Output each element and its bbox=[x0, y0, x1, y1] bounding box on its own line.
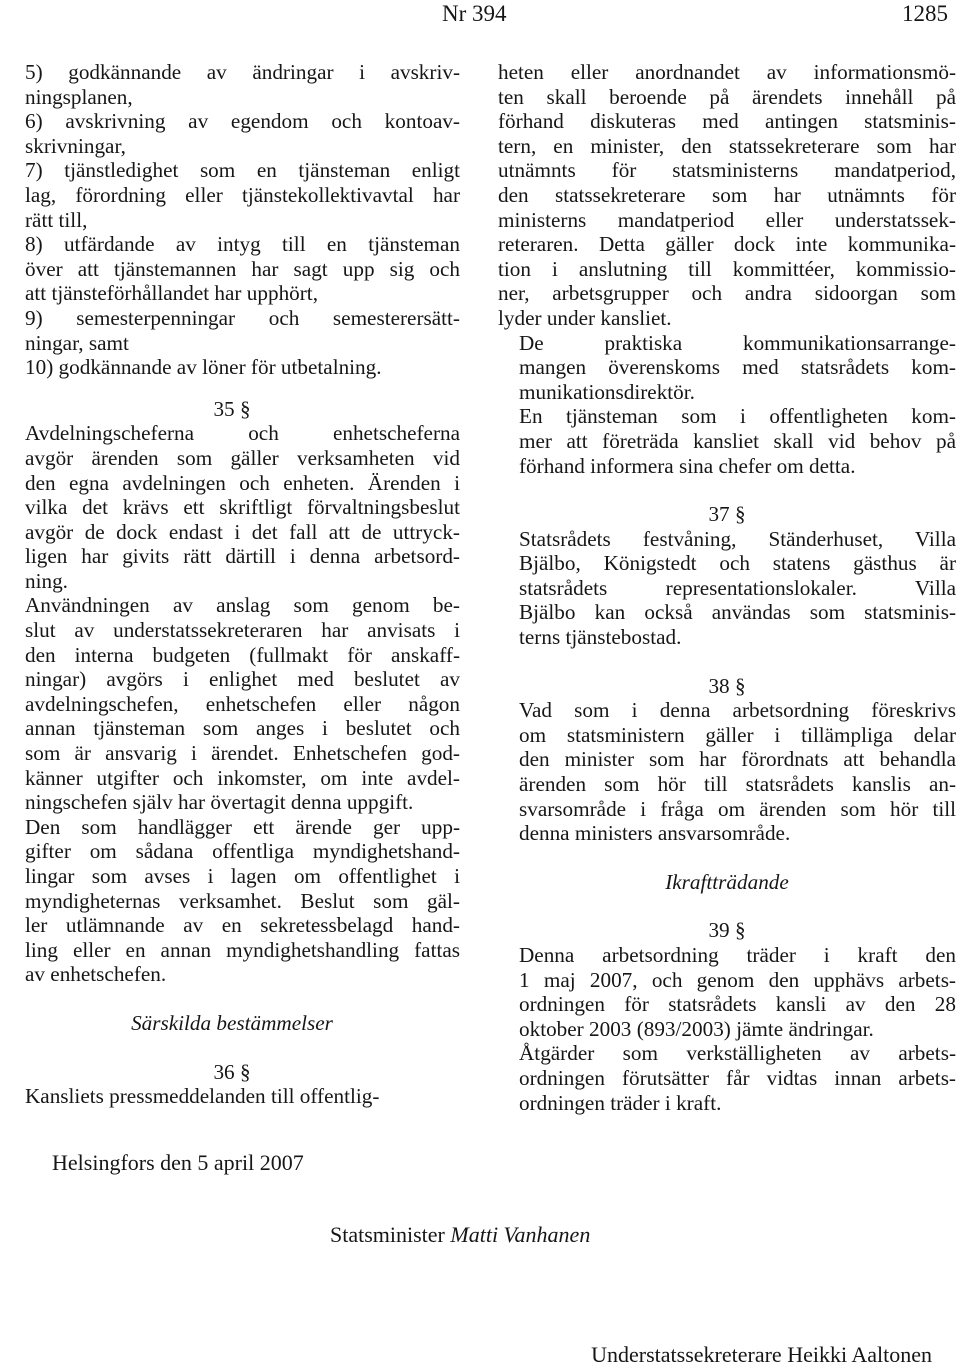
text-line: Den som handlägger ett ärende ger upp- bbox=[25, 814, 460, 839]
text-line: ler utlämnande av en sekretessbelagd hand- bbox=[25, 913, 460, 938]
text-line: En tjänsteman som i offentligheten kom- bbox=[519, 404, 956, 429]
text-line: ordningen för statsrådets kansli av den 28 bbox=[519, 992, 956, 1017]
text-line: Statsrådets festvåning, Ständerhuset, Villa bbox=[519, 526, 956, 551]
text-line: ordningen förutsätter får vidtas innan arbets- bbox=[519, 1065, 956, 1090]
place-and-date: Helsingfors den 5 april 2007 bbox=[52, 1150, 304, 1175]
text-line: annan tjänsteman som anges i beslutet och bbox=[25, 716, 460, 741]
item-10 bbox=[4, 355, 460, 380]
text-line: Vad som i denna arbetsordning föreskrivs bbox=[519, 698, 956, 723]
section-36-paragraph-1-start bbox=[4, 1084, 460, 1109]
text-line: att tjänsteförhållandet har upphört, bbox=[25, 281, 318, 306]
text-line: känner utgifter och inkomster, om inte avdel- bbox=[25, 765, 460, 790]
section-37-heading: 37 § bbox=[708, 502, 746, 527]
section-36-paragraph-1-continued bbox=[498, 60, 956, 331]
text-line: lingar som avses i lagen om offentlighet i bbox=[25, 864, 460, 888]
text-line: den minister som har förordnats att behandla bbox=[519, 747, 956, 772]
text-line: denna ministers ansvarsområde. bbox=[519, 821, 791, 846]
text-line: vilka det krävs ett skriftligt förvaltningsbeslut bbox=[25, 495, 460, 520]
section-39-paragraph-2 bbox=[498, 1041, 956, 1115]
text-line: 8) utfärdande av intyg till en tjänsteman bbox=[25, 232, 460, 257]
text-line: förhand informera sina chefer om detta. bbox=[519, 453, 856, 478]
text-line: slut av understatssekreteraren har anvisats i bbox=[25, 618, 460, 643]
text-line: oktober 2003 (893/2003) jämte ändringar. bbox=[519, 1016, 874, 1041]
text-line: mangen överenskoms med statsrådets kom- bbox=[519, 355, 956, 380]
text-line: den statssekreterare som har utnämnts för bbox=[498, 182, 956, 207]
text-line: Användningen av anslag som genom be- bbox=[25, 593, 460, 618]
text-line: ningschefen själv har övertagit denna uppgift. bbox=[25, 790, 414, 815]
section-35-heading: 35 § bbox=[213, 396, 251, 421]
text-line: som är ansvarig i ärendet. Enhetschefen god- bbox=[25, 741, 460, 766]
text-line: munikationsdirektör. bbox=[519, 379, 695, 404]
text-line: utnämnts för statsministerns mandatperiod, bbox=[498, 158, 956, 183]
text-line: ligen har givits rätt därtill i denna arbetsord- bbox=[25, 544, 460, 569]
text-line: ning. bbox=[25, 568, 68, 593]
text-line: 1 maj 2007, och genom den upphävs arbets- bbox=[519, 967, 956, 992]
section-36-paragraph-2 bbox=[498, 331, 956, 405]
text-line: lyder under kansliet. bbox=[498, 305, 672, 330]
left-column bbox=[4, 60, 460, 1109]
text-line: ordningen träder i kraft. bbox=[519, 1090, 722, 1115]
text-line: mer att företräda kansliet skall vid behov på bbox=[519, 428, 956, 453]
text-line: Bjälbo kan också användas som statsminis- bbox=[519, 600, 956, 625]
text-line: reteraren. Detta gäller dock inte kommunika- bbox=[498, 232, 956, 257]
item-6 bbox=[4, 109, 460, 158]
text-line: ministerns mandatperiod eller understatssek- bbox=[498, 207, 956, 232]
entry-into-force-heading: Ikraftträdande bbox=[665, 869, 789, 894]
text-line: 6) avskrivning av egendom och kontoav- bbox=[25, 109, 460, 134]
text-line: den egna avdelningen och enheten. Ärenden i bbox=[25, 470, 460, 495]
text-line: Åtgärder som verkställigheten av arbets- bbox=[519, 1041, 956, 1066]
item-9 bbox=[4, 306, 460, 355]
text-line: förhand diskuteras med antingen statsminis- bbox=[498, 109, 956, 134]
text-line: svarsområde i fråga om ärenden som hör till bbox=[519, 796, 956, 821]
text-line: den interna budgeten (fullmakt för anskaff- bbox=[25, 642, 460, 667]
page-number: 1285 bbox=[902, 1, 948, 26]
text-line: av enhetschefen. bbox=[25, 962, 167, 987]
undersecretary-signature: Understatssekreterare Heikki Aaltonen bbox=[591, 1342, 932, 1367]
text-line: terns tjänstebostad. bbox=[519, 625, 682, 650]
text-line: skrivningar, bbox=[25, 133, 126, 158]
text-line: 9) semesterpenningar och semesterersätt- bbox=[25, 305, 460, 330]
section-35-paragraph-3 bbox=[4, 815, 460, 987]
text-line: avgör de dock endast i det fall att de uttryck- bbox=[25, 519, 460, 544]
text-line: ärenden som hör till statsrådets kanslis an- bbox=[519, 772, 956, 797]
right-column bbox=[498, 60, 956, 1115]
text-line: Avdelningscheferna och enhetscheferna bbox=[25, 421, 460, 446]
text-line: Bjälbo, Königstedt och statens gästhus är bbox=[519, 551, 956, 576]
text-line: 7) tjänstledighet som en tjänsteman enligt bbox=[25, 158, 460, 183]
section-38-heading: 38 § bbox=[708, 673, 746, 698]
text-line: tern, en minister, den statssekreterare som har bbox=[498, 133, 956, 158]
text-line: avgör ärenden som gäller verksamheten vid bbox=[25, 445, 460, 470]
prime-minister-signature bbox=[330, 1221, 590, 1249]
section-36-heading: 36 § bbox=[213, 1059, 251, 1084]
item-7 bbox=[4, 158, 460, 232]
section-35-paragraph-2 bbox=[4, 593, 460, 814]
item-5 bbox=[4, 60, 460, 109]
section-39-heading: 39 § bbox=[708, 918, 746, 943]
text-line: ningar, samt bbox=[25, 330, 129, 355]
text-line: gifter om sådana offentliga myndighetshand- bbox=[25, 839, 460, 864]
text-line: ner, arbetsgrupper och andra sidoorgan som bbox=[498, 281, 956, 306]
section-38-paragraph-1 bbox=[498, 698, 956, 846]
text-line: 10) godkännande av löner för utbetalning. bbox=[25, 355, 382, 380]
text-line: ling eller en annan myndighetshandling fattas bbox=[25, 937, 460, 962]
text-line: 5) godkännande av ändringar i avskriv- bbox=[25, 60, 460, 84]
section-37-paragraph-1 bbox=[498, 527, 956, 650]
section-36-paragraph-3 bbox=[498, 404, 956, 478]
text-line: heten eller anordnandet av informationsmö- bbox=[498, 60, 956, 84]
section-39-paragraph-1 bbox=[498, 943, 956, 1041]
text-line: lag, förordning eller tjänstekollektivavtal har bbox=[25, 182, 460, 207]
text-line: De praktiska kommunikationsarrange- bbox=[519, 330, 956, 355]
text-line: tion i anslutning till kommittéer, kommissio- bbox=[498, 256, 956, 281]
text-line: om statsministern gäller i tillämpliga delar bbox=[519, 722, 956, 747]
prime-minister-title: Statsminister bbox=[330, 1222, 445, 1247]
text-line: ningar) avgörs i enlighet med beslutet av bbox=[25, 667, 460, 692]
text-line: avdelningschefen, enhetschefen eller någon bbox=[25, 691, 460, 716]
item-8 bbox=[4, 232, 460, 306]
text-line: Kansliets pressmeddelanden till offentlig- bbox=[25, 1084, 380, 1109]
text-line: över att tjänstemannen har sagt upp sig och bbox=[25, 256, 460, 281]
text-line: myndigheternas verksamhet. Beslut som gäl- bbox=[25, 888, 460, 913]
special-provisions-heading: Särskilda bestämmelser bbox=[131, 1010, 333, 1035]
text-line: ten skall beroende på ärendets innehåll på bbox=[498, 84, 956, 109]
text-line: ningsplanen, bbox=[25, 84, 133, 109]
doc-number: Nr 394 bbox=[442, 1, 507, 26]
section-35-paragraph-1 bbox=[4, 421, 460, 593]
prime-minister-name: Matti Vanhanen bbox=[450, 1222, 591, 1247]
text-line: rätt till, bbox=[25, 207, 88, 232]
text-line: Denna arbetsordning träder i kraft den bbox=[519, 943, 956, 967]
text-line: statsrådets representationslokaler. Villa bbox=[519, 575, 956, 600]
